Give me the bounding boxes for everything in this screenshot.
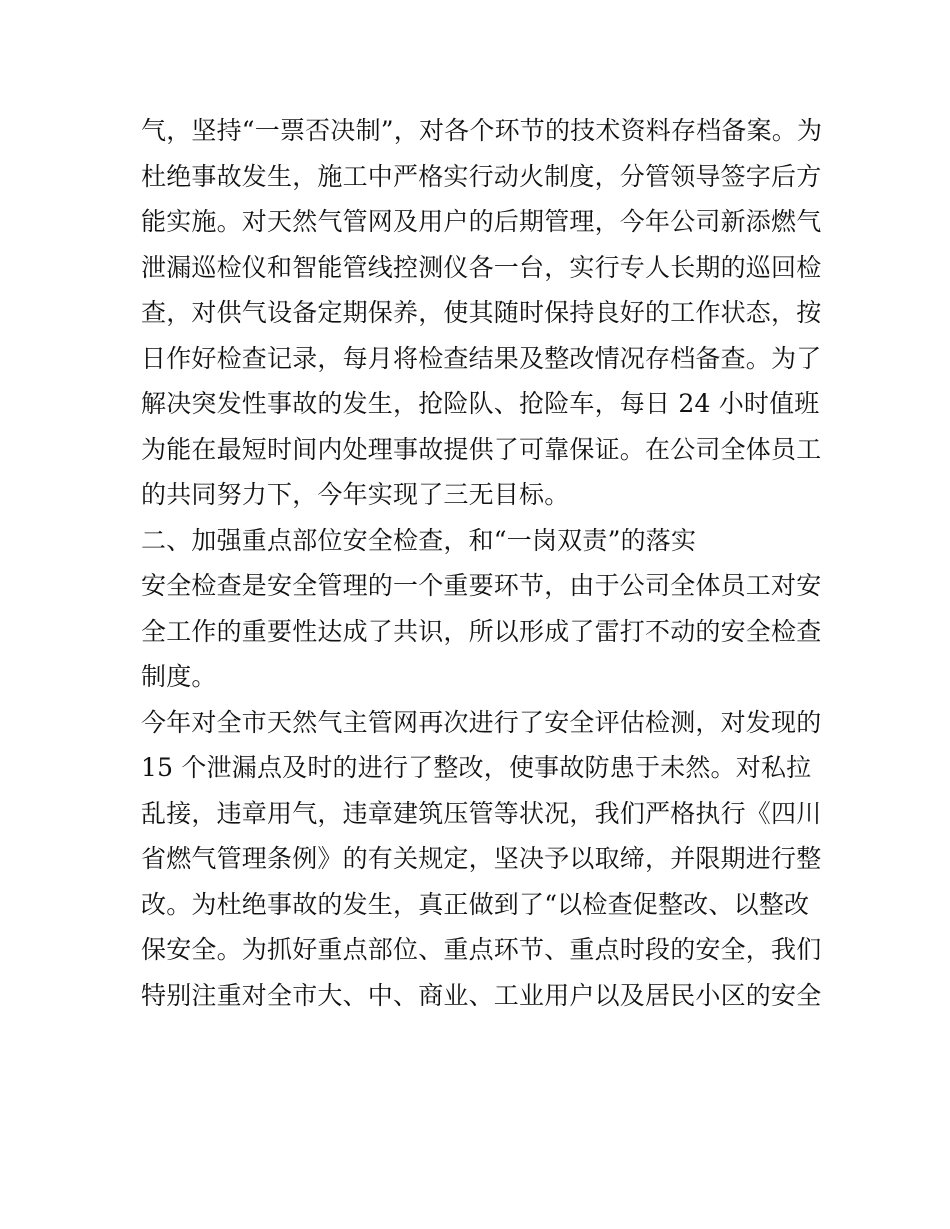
text-line: 特别注重对全市大、中、商业、工业用户以及居民小区的安全: [141, 980, 822, 1010]
text-line: 15 个泄漏点及时的进行了整改，使事故防患于未然。对私拉: [141, 753, 812, 782]
section-heading: 二、加强重点部位安全检查，和“一岗双责”的落实: [141, 525, 697, 555]
text-line: 气，坚持“一票否决制”，对各个环节的技术资料存档备案。为: [141, 116, 823, 145]
text-line: 能实施。对天然气管网及用户的后期管理，今年公司新添燃气: [141, 207, 822, 236]
text-line: 泄漏巡检仪和智能管线控测仪各一台，实行专人长期的巡回检: [141, 252, 822, 282]
text-line: 改。为杜绝事故的发生，真正做到了“以检查促整改、以整改: [141, 889, 810, 919]
text-line: 今年对全市天然气主管网再次进行了安全评估检测，对发现的: [141, 707, 822, 737]
text-line: 查，对供气设备定期保养，使其随时保持良好的工作状态，按: [141, 298, 822, 327]
text-line: 安全检查是安全管理的一个重要环节，由于公司全体员工对安: [141, 571, 822, 600]
text-line: 省燃气管理条例》的有关规定，坚决予以取缔，并限期进行整: [141, 844, 822, 873]
text-line: 为能在最短时间内处理事故提供了可靠保证。在公司全体员工: [141, 434, 822, 464]
text-line: 杜绝事故发生，施工中严格实行动火制度，分管领导签字后方: [141, 161, 822, 191]
text-line: 保安全。为抓好重点部位、重点环节、重点时段的安全，我们: [141, 935, 822, 964]
document-body: [141, 108, 821, 1018]
text-line: 全工作的重要性达成了共识，所以形成了雷打不动的安全检查: [141, 616, 822, 646]
text-line: 日作好检查记录，每月将检查结果及整改情况存档备查。为了: [141, 343, 822, 373]
text-line: 乱接，违章用气，违章建筑压管等状况，我们严格执行《四川: [141, 798, 822, 828]
text-line: 制度。: [141, 662, 217, 691]
text-line: 的共同努力下，今年实现了三无目标。: [141, 480, 570, 509]
text-line: 解决突发性事故的发生，抢险队、抢险车，每日 24 小时值班: [141, 389, 820, 418]
